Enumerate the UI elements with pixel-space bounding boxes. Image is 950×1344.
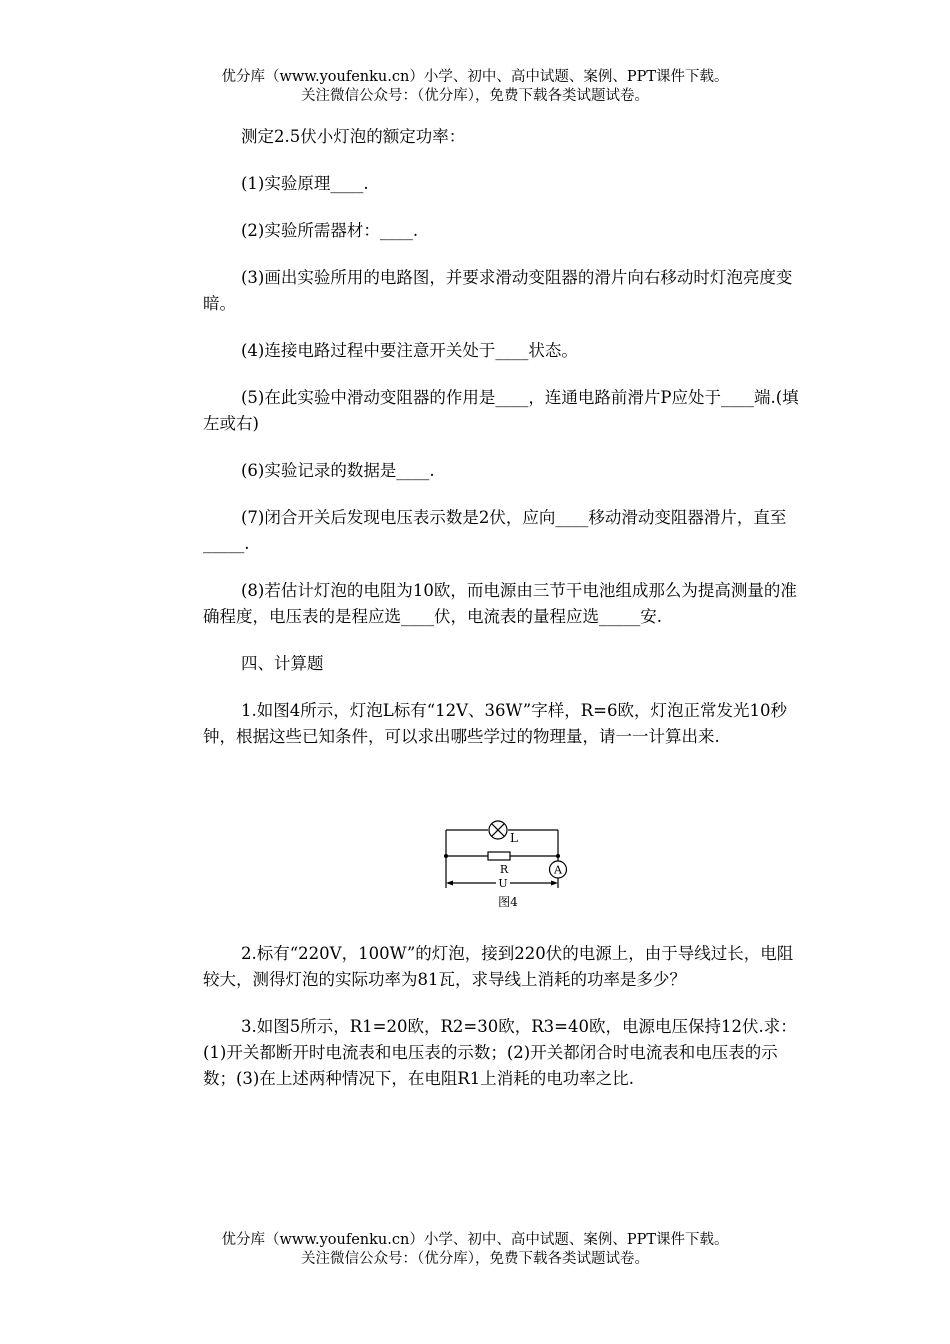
lamp-icon xyxy=(489,821,507,839)
header-line-1: 优分库（www.youfenku.cn）小学、初中、高中试题、案例、PPT课件下载。 xyxy=(221,69,729,85)
question-7: (7)闭合开关后发现电压表示数是2伏，应向____移动滑动变阻器滑片，直至_____. xyxy=(203,508,787,553)
question-1: (1)实验原理____. xyxy=(241,174,369,193)
question-2: (2)实验所需器材：____. xyxy=(241,221,419,240)
question-6: (6)实验记录的数据是____. xyxy=(241,461,435,480)
question-4: (4)连接电路过程中要注意开关处于____状态。 xyxy=(241,341,578,360)
question-8: (8)若估计灯泡的电阻为10欧，而电源由三节干电池组成那么为提高测量的准确程度，电压表的是程应选____伏，电流表的量程应选_____安. xyxy=(203,581,797,626)
problem-3: 3.如图5所示，R1=20欧，R2=30欧，R3=40欧，电源电压保持12伏.求：(1)开关都断开时电流表和电压表的示数；(2)开关都闭合时电流表和电压表的示数；(3)在上述两种情况下，在电阻R1上消耗的电功率之比. xyxy=(203,1017,797,1088)
problem-1: 1.如图4所示，灯泡L标有“12V、36W”字样，R=6欧，灯泡正常发光10秒钟，根据这些已知条件，可以求出哪些学过的物理量，请一一计算出来. xyxy=(203,701,787,746)
page-footer xyxy=(0,1231,950,1269)
voltage-label: U xyxy=(498,877,508,890)
problem-2: 2.标有“220V，100W”的灯泡，接到220伏的电源上，由于导线过长，电阻较大，测得灯泡的实际功率为81瓦，求导线上消耗的功率是多少？ xyxy=(203,944,794,989)
footer-line-2: 关注微信公众号：（优分库），免费下载各类试题试卷。 xyxy=(301,1251,649,1267)
resistor-label: R xyxy=(499,863,509,876)
ammeter-icon xyxy=(550,861,567,878)
question-3: (3)画出实验所用的电路图，并要求滑动变阻器的滑片向右移动时灯泡亮度变暗。 xyxy=(203,268,793,313)
header-line-2: 关注微信公众号：（优分库），免费下载各类试题试卷。 xyxy=(301,88,649,104)
question-5: (5)在此实验中滑动变阻器的作用是____，连通电路前滑片P应处于____端.(填左或右) xyxy=(203,388,799,433)
experiment-section xyxy=(203,124,808,750)
resistor-icon xyxy=(488,852,510,860)
footer-line-1: 优分库（www.youfenku.cn）小学、初中、高中试题、案例、PPT课件下载。 xyxy=(221,1232,729,1248)
experiment-intro: 测定2.5伏小灯泡的额定功率： xyxy=(241,127,466,146)
calculation-problems xyxy=(203,941,808,1092)
lamp-label: L xyxy=(510,831,518,845)
ammeter-label: A xyxy=(554,863,562,877)
figure-caption: 图4 xyxy=(498,895,518,909)
page-header xyxy=(0,68,950,106)
circuit-figure-4 xyxy=(438,820,578,912)
section-title-calculation: 四、计算题 xyxy=(241,654,324,673)
